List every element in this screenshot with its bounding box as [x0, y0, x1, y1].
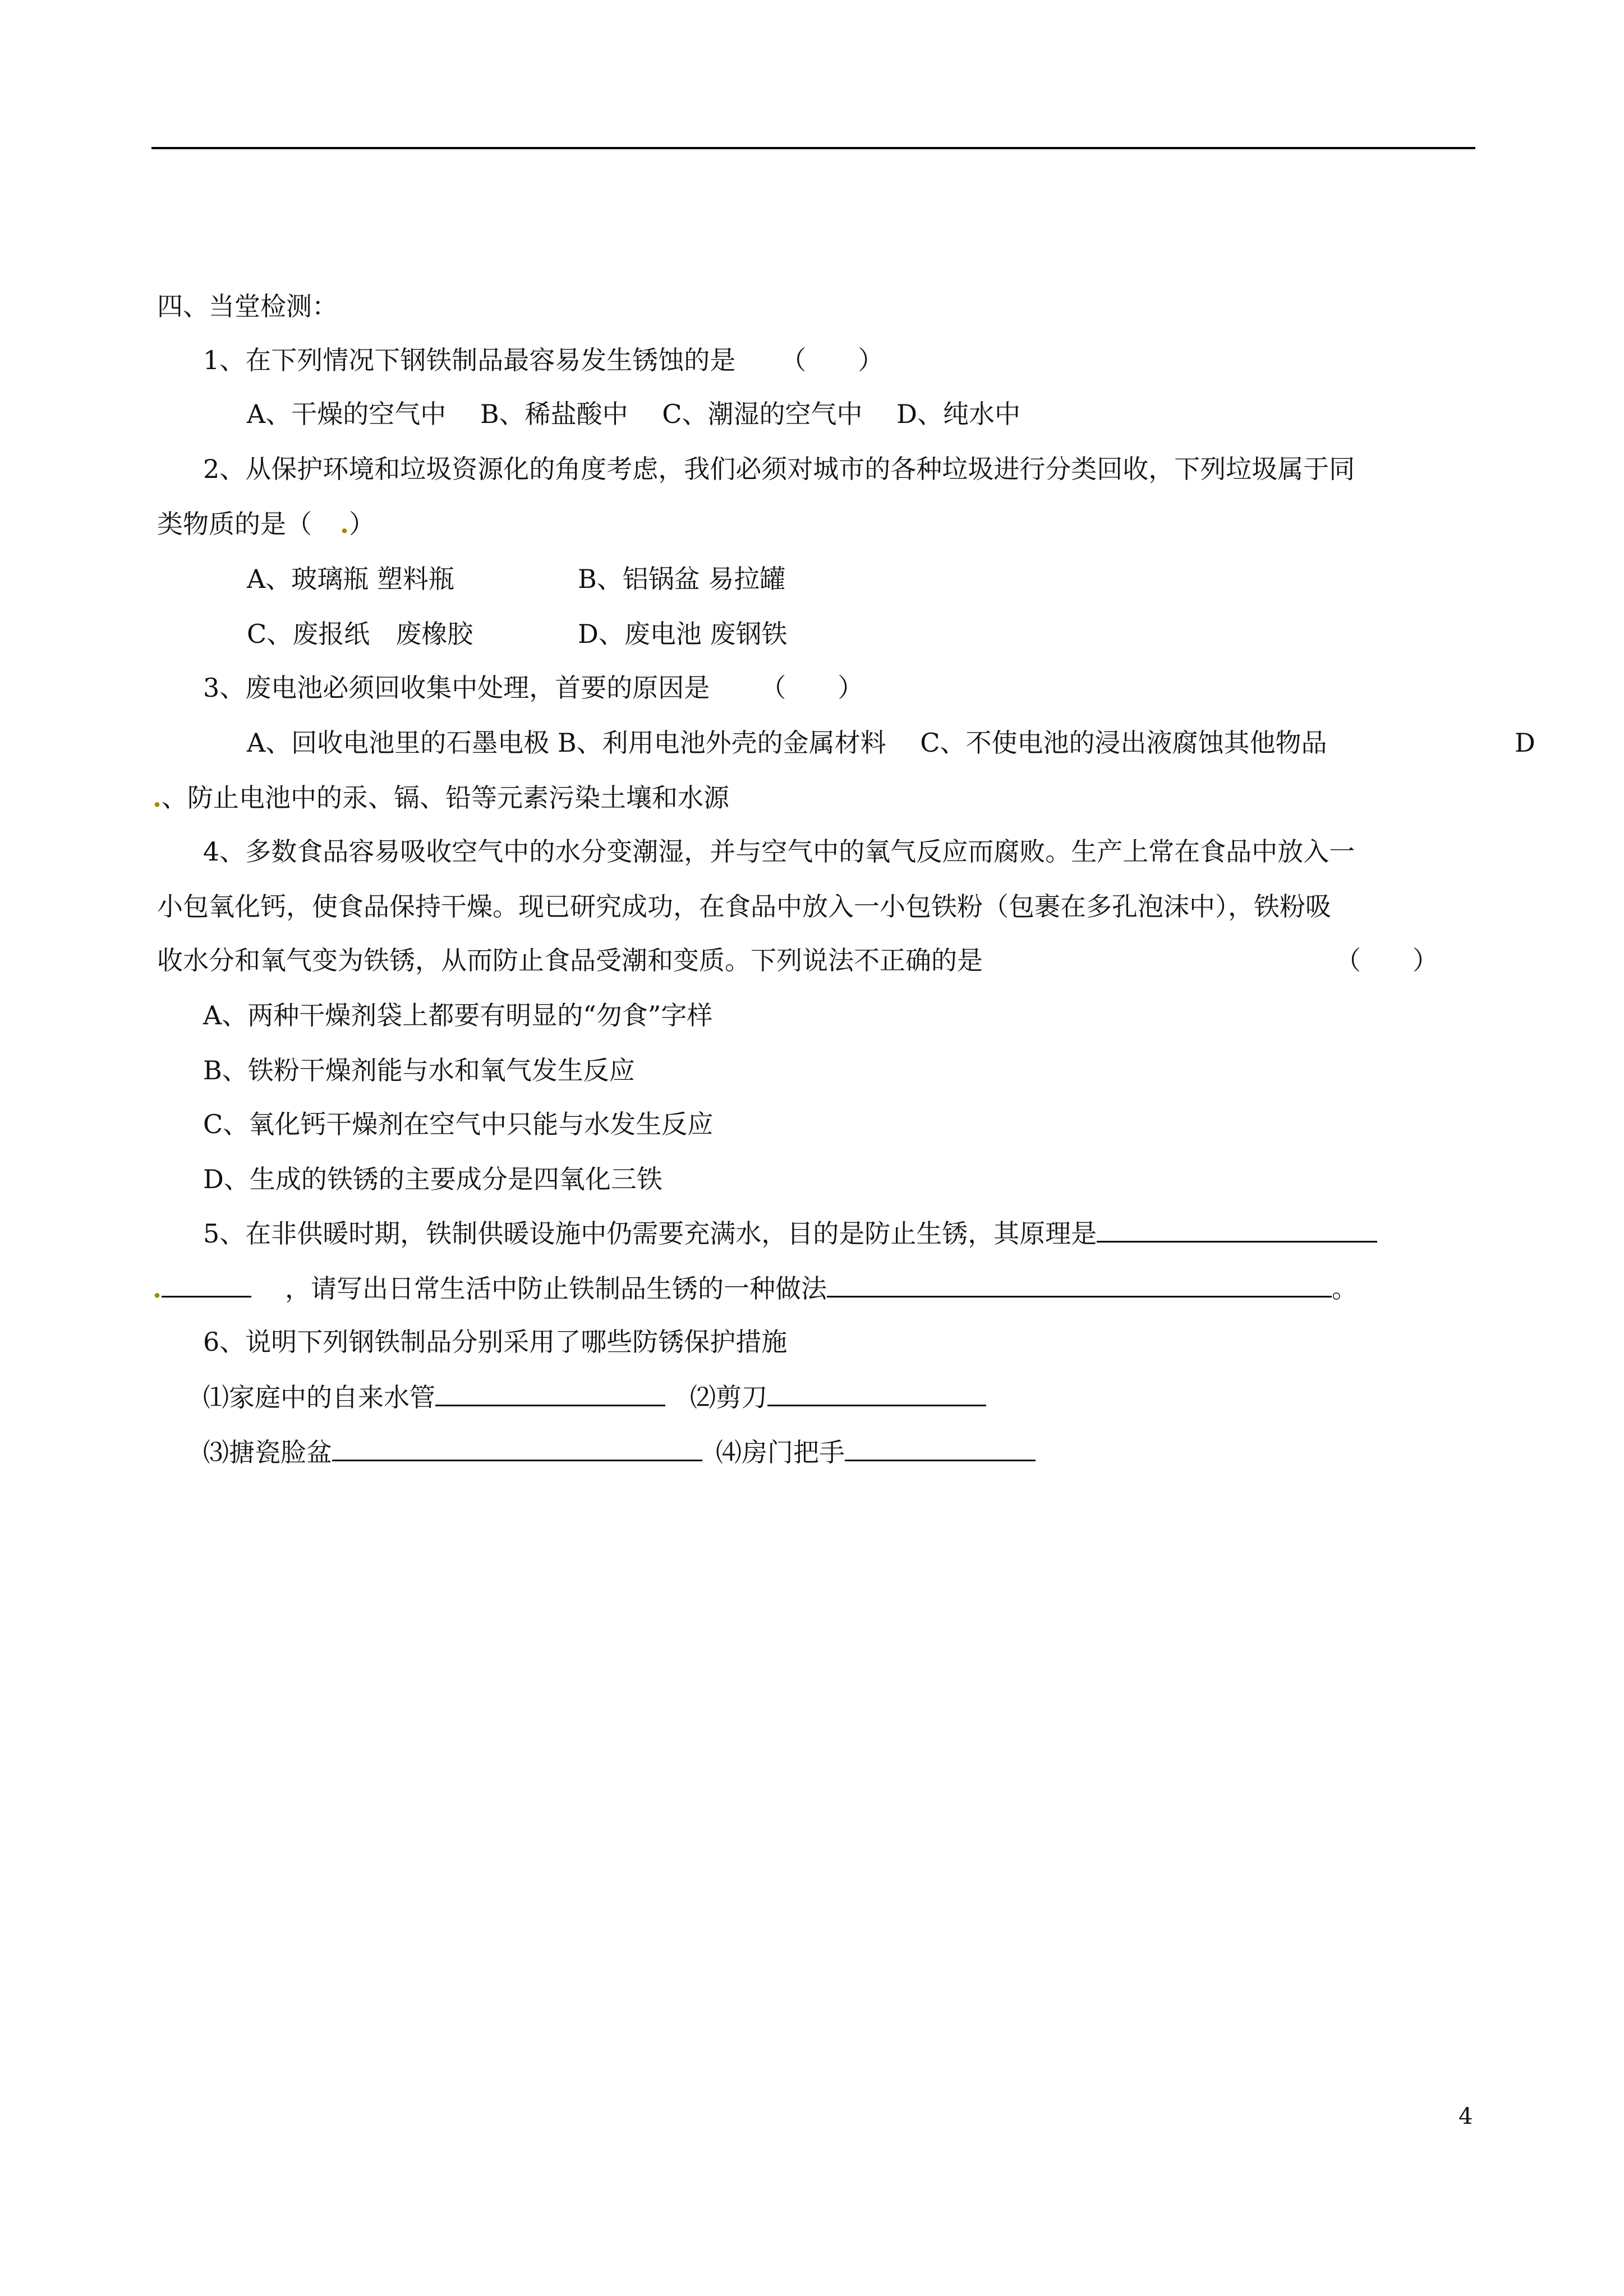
dot-mark: .	[153, 1273, 162, 1304]
header-rule	[151, 147, 1475, 149]
q6-row1	[203, 1380, 986, 1414]
q6-item3: ⑶搪瓷脸盆	[203, 1437, 332, 1467]
q5-line1-text: 5、在非供暖时期，铁制供暖设施中仍需要充满水，目的是防止生锈，其原理是	[203, 1218, 1097, 1249]
q4-option-d: D、生成的铁锈的主要成分是四氧化三铁	[203, 1164, 663, 1194]
q6-row2	[203, 1435, 1036, 1469]
q1-stem-text: 1、在下列情况下钢铁制品最容易发生锈蚀的是	[203, 345, 736, 375]
q4-answer-paren[interactable]: （ ）	[1335, 945, 1438, 976]
q3-options-line1: A、回收电池里的石墨电极 B、利用电池外壳的金属材料 C、不使电池的浸出液腐蚀其他物品	[247, 728, 1327, 758]
q3-stem	[203, 671, 863, 705]
q1-stem	[203, 343, 884, 377]
q3-options-line2-text: 、防止电池中的汞、镉、铅等元素污染土壤和水源	[162, 783, 730, 813]
q2-option-d: D、废电池 废钢铁	[578, 619, 788, 649]
q4-stem-line1: 4、多数食品容易吸收空气中的水分变潮湿，并与空气中的氧气反应而腐败。生产上常在食品中放入一	[203, 836, 1355, 867]
q6-blank-4[interactable]	[845, 1435, 1036, 1461]
q2-stem-line2-end: ）	[349, 509, 375, 539]
q4-option-b: B、铁粉干燥剂能与水和氧气发生反应	[203, 1055, 635, 1085]
q5-line2	[153, 1271, 1358, 1305]
q6-stem: 6、说明下列钢铁制品分别采用了哪些防锈保护措施	[203, 1327, 788, 1357]
q6-item2: ⑵剪刀	[690, 1382, 767, 1412]
q3-answer-paren[interactable]: （ ）	[760, 673, 864, 703]
q4-option-a: A、两种干燥剂袋上都要有明显的“勿食”字样	[203, 1000, 713, 1030]
q4-stem-line2: 小包氧化钙，使食品保持干燥。现已研究成功，在食品中放入一小包铁粉（包裹在多孔泡沫中），铁粉吸	[157, 891, 1331, 922]
dot-mark: .	[153, 783, 162, 813]
q6-item4: ⑷房门把手	[716, 1437, 845, 1467]
dot-mark: .	[340, 509, 349, 539]
q5-blank-principle-cont[interactable]	[162, 1271, 251, 1297]
q2-stem-line1: 2、从保护环境和垃圾资源化的角度考虑，我们必须对城市的各种垃圾进行分类回收，下列垃圾属于同	[203, 454, 1355, 484]
q6-blank-2[interactable]	[767, 1380, 986, 1406]
q2-stem-line2	[157, 507, 375, 541]
q4-option-c: C、氧化钙干燥剂在空气中只能与水发生反应	[203, 1109, 714, 1139]
q1-options: A、干燥的空气中 B、稀盐酸中 C、潮湿的空气中 D、纯水中	[247, 399, 1020, 429]
q5-blank-method[interactable]	[827, 1271, 1332, 1297]
q3-options-line2	[153, 781, 729, 815]
q3-option-d-letter: D	[1515, 728, 1535, 758]
q2-option-c: C、废报纸 废橡胶	[247, 619, 473, 649]
q6-item1: ⑴家庭中的自来水管	[203, 1382, 435, 1412]
q5-blank-principle[interactable]	[1097, 1216, 1377, 1243]
q5-line2-end: 。	[1332, 1273, 1358, 1304]
q5-line1	[203, 1216, 1377, 1250]
q2-stem-line2-start: 类物质的是（	[157, 509, 312, 539]
q2-option-a: A、玻璃瓶 塑料瓶	[247, 564, 454, 594]
q6-blank-3[interactable]	[332, 1435, 702, 1461]
q1-answer-paren[interactable]: （ ）	[780, 345, 884, 375]
q5-line2-text: ，请写出日常生活中防止铁制品生锈的一种做法	[285, 1273, 827, 1304]
q4-stem-line3: 收水分和氧气变为铁锈，从而防止食品受潮和变质。下列说法不正确的是	[157, 945, 983, 976]
section-title: 四、当堂检测：	[157, 291, 338, 321]
page-number: 4	[1459, 2104, 1473, 2129]
q3-stem-text: 3、废电池必须回收集中处理，首要的原因是	[203, 673, 710, 703]
q2-option-b: B、铝锅盆 易拉罐	[578, 564, 786, 594]
q6-blank-1[interactable]	[435, 1380, 665, 1406]
